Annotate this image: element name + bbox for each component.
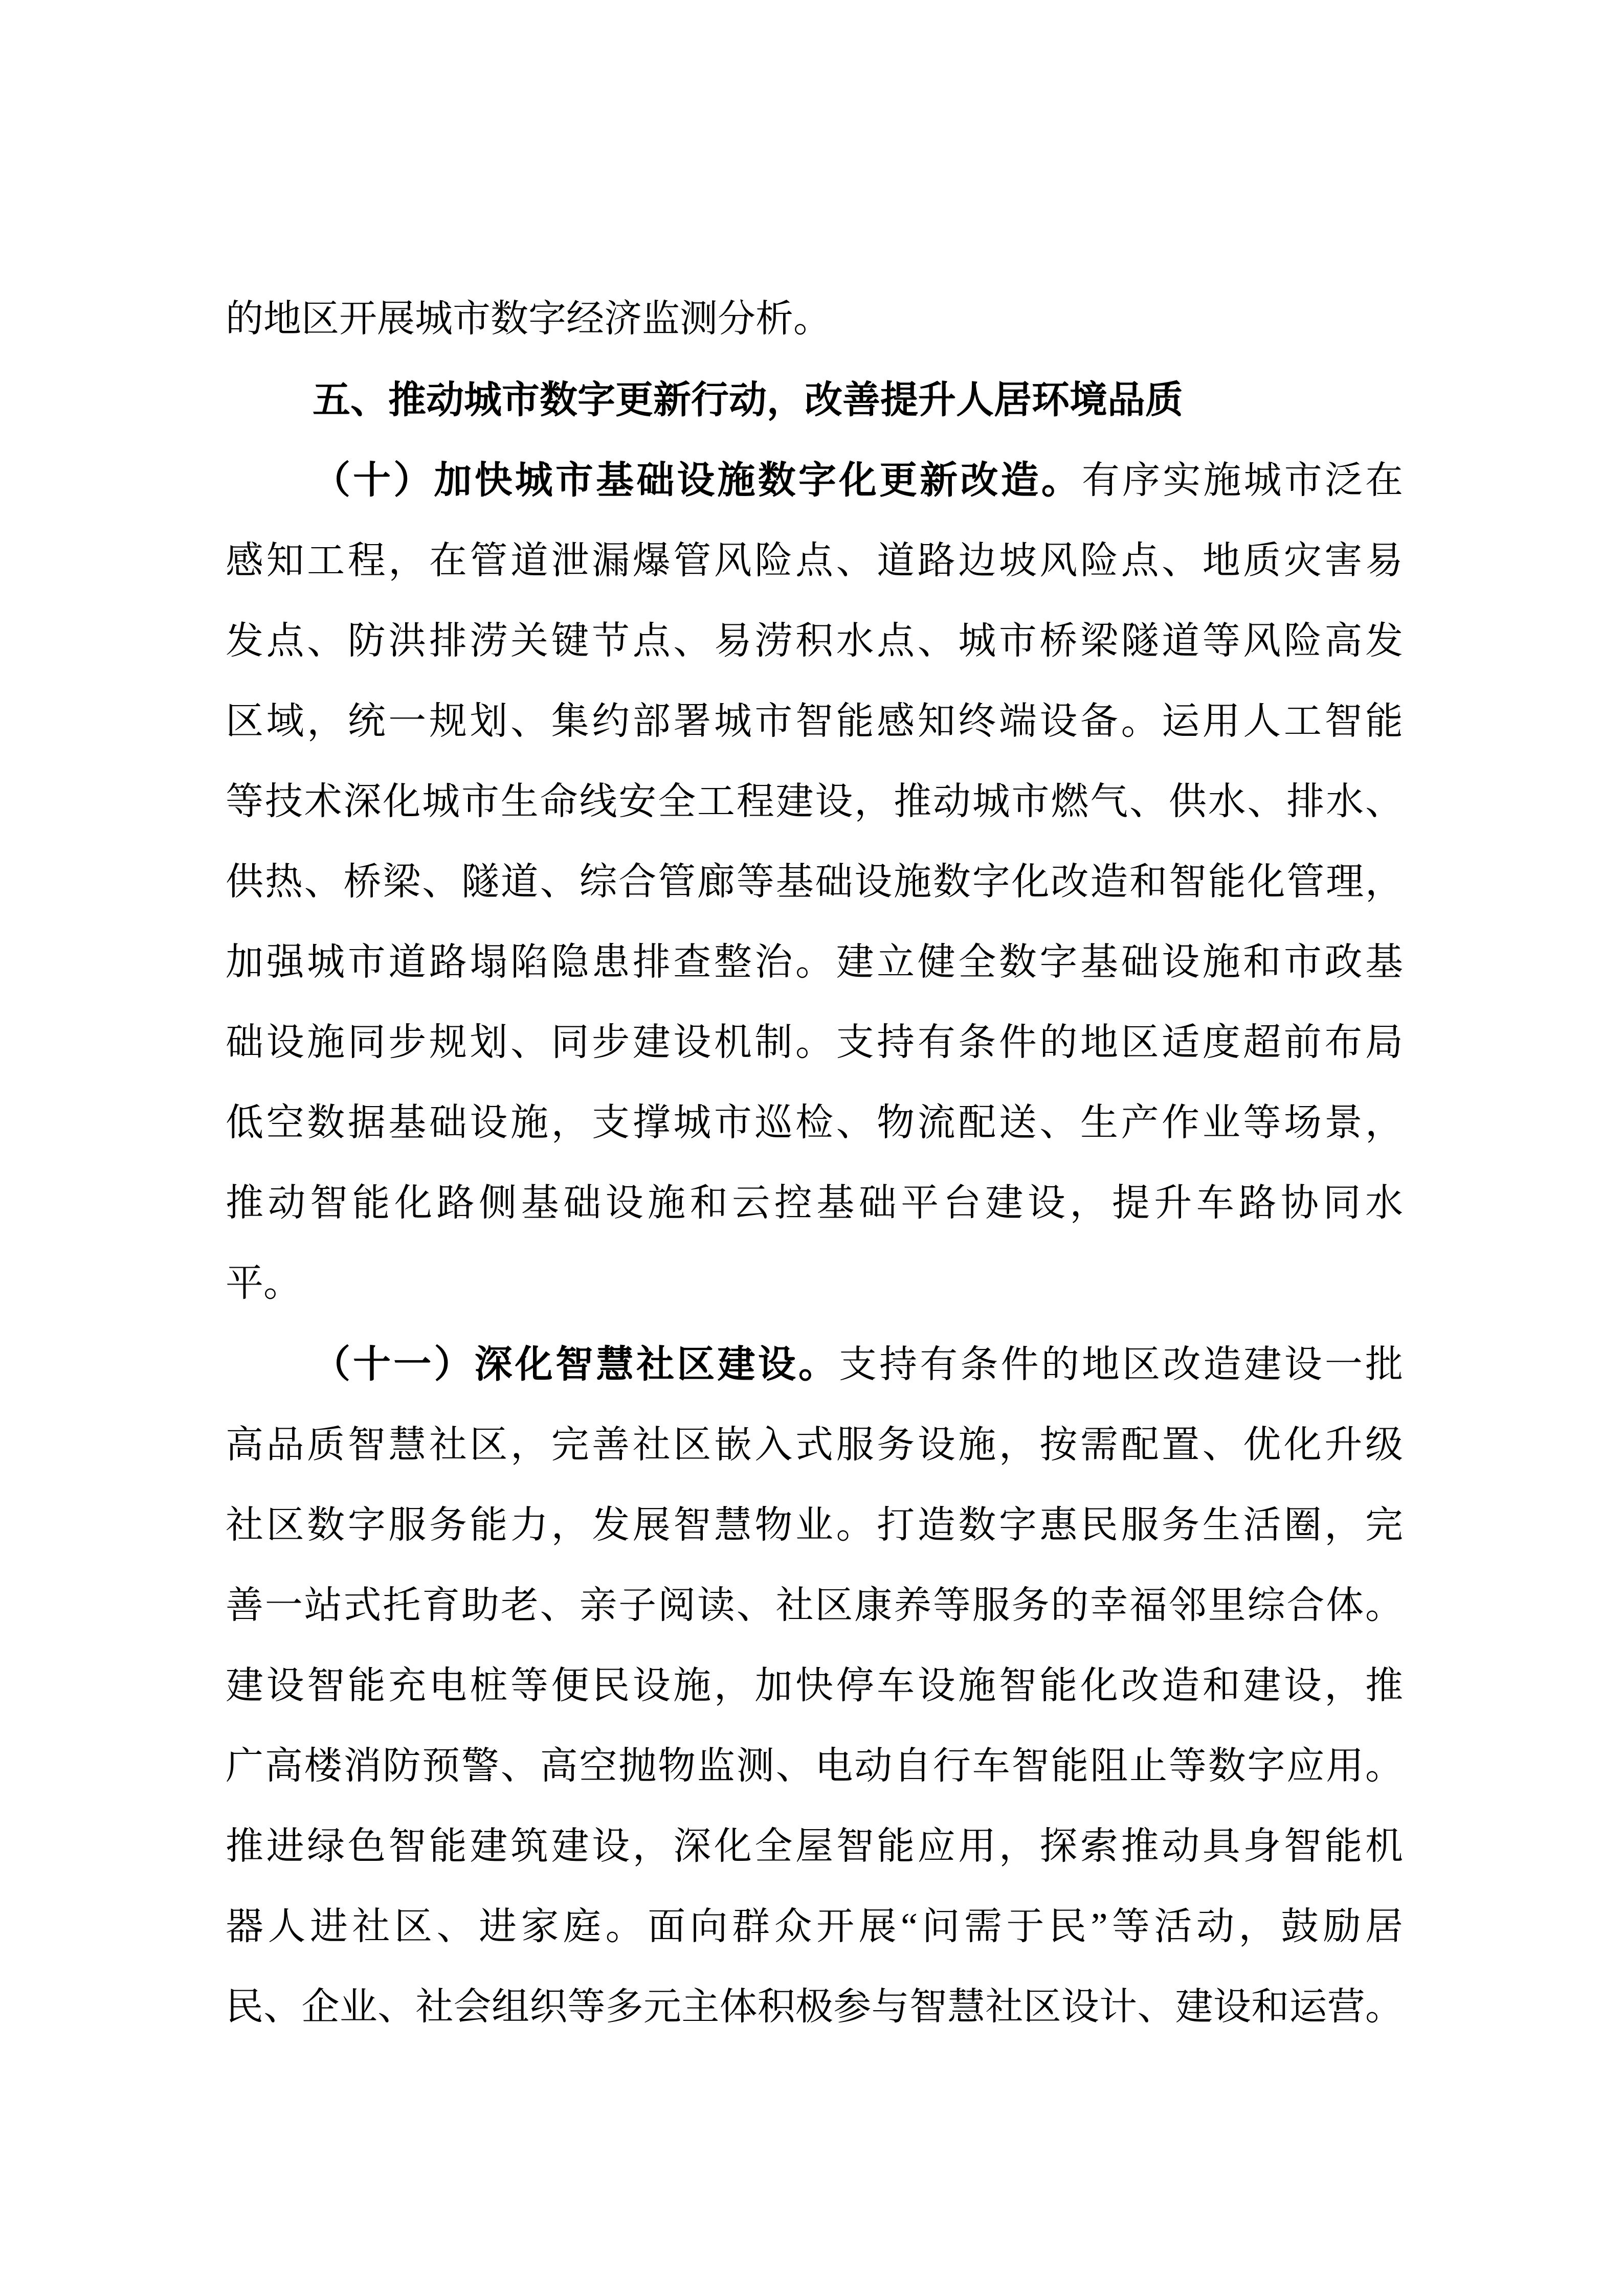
text-segment: 平。 <box>226 1263 301 1304</box>
text-segment: 建设智能充电桩等便民设施，加快停车设施智能化改造和建设，推 <box>226 1665 1403 1707</box>
para-10-line-7 <box>226 922 1403 1003</box>
para-11-line-6 <box>226 1726 1403 1807</box>
para-10-line-11 <box>226 1244 1403 1324</box>
text-segment: 础设施同步规划、同步建设机制。支持有条件的地区适度超前布局 <box>226 1022 1403 1064</box>
para-10-line-5 <box>226 762 1403 842</box>
para-11-line-7 <box>226 1807 1403 1887</box>
text-segment: 供热、桥梁、隧道、综合管廊等基础设施数字化改造和智能化管理， <box>226 861 1403 903</box>
text-segment: 器人进社区、进家庭。面向群众开展“问需于民”等活动，鼓励居 <box>226 1906 1403 1948</box>
para-11-line-2 <box>226 1405 1403 1485</box>
para-11-line-3 <box>226 1485 1403 1566</box>
text-segment: 广高楼消防预警、高空抛物监测、电动自行车智能阻止等数字应用。 <box>226 1745 1403 1787</box>
para-11-line-5 <box>226 1646 1403 1726</box>
text-segment: 感知工程，在管道泄漏爆管风险点、道路边坡风险点、地质灾害易 <box>226 540 1403 582</box>
text-segment: 推动智能化路侧基础设施和云控基础平台建设，提升车路协同水 <box>226 1182 1403 1224</box>
para-10-line-9 <box>226 1083 1403 1163</box>
bold-text-segment: （十）加快城市基础设施数字化更新改造。 <box>313 459 1082 501</box>
text-segment: 社区数字服务能力，发展智慧物业。打造数字惠民服务生活圈，完 <box>226 1504 1403 1546</box>
para-11-line-4 <box>226 1566 1403 1646</box>
para-10-line-1 <box>226 440 1403 521</box>
continuation-line <box>226 279 1403 359</box>
para-11-line-1 <box>226 1324 1403 1405</box>
para-10-line-10 <box>226 1163 1403 1244</box>
bold-text-segment: 五、推动城市数字更新行动，改善提升人居环境品质 <box>313 378 1183 421</box>
section-heading <box>226 359 1403 440</box>
text-block <box>226 279 1403 2047</box>
para-10-line-4 <box>226 682 1403 762</box>
para-10-line-3 <box>226 601 1403 682</box>
text-segment: 的地区开展城市数字经济监测分析。 <box>226 298 831 340</box>
text-segment: 等技术深化城市生命线安全工程建设，推动城市燃气、供水、排水、 <box>226 781 1403 823</box>
para-11-line-9 <box>226 1967 1403 2047</box>
text-segment: 低空数据基础设施，支撑城市巡检、物流配送、生产作业等场景， <box>226 1102 1403 1144</box>
text-segment: 有序实施城市泛在 <box>1081 460 1403 502</box>
text-segment: 推进绿色智能建筑建设，深化全屋智能应用，探索推动具身智能机 <box>226 1826 1403 1867</box>
text-segment: 发点、防洪排涝关键节点、易涝积水点、城市桥梁隧道等风险高发 <box>226 620 1403 662</box>
para-10-line-2 <box>226 521 1403 601</box>
para-10-line-6 <box>226 842 1403 922</box>
text-segment: 加强城市道路塌陷隐患排查整治。建立健全数字基础设施和市政基 <box>226 941 1403 983</box>
para-10-line-8 <box>226 1003 1403 1083</box>
bold-text-segment: （十一）深化智慧社区建设。 <box>313 1343 839 1385</box>
text-segment: 善一站式托育助老、亲子阅读、社区康养等服务的幸福邻里综合体。 <box>226 1585 1403 1627</box>
para-11-line-8 <box>226 1887 1403 1967</box>
text-segment: 支持有条件的地区改造建设一批 <box>839 1344 1403 1386</box>
text-segment: 民、企业、社会组织等多元主体积极参与智慧社区设计、建设和运营。 <box>226 1986 1403 2028</box>
text-segment: 高品质智慧社区，完善社区嵌入式服务设施，按需配置、优化升级 <box>226 1424 1403 1466</box>
text-segment: 区域，统一规划、集约部署城市智能感知终端设备。运用人工智能 <box>226 701 1403 742</box>
